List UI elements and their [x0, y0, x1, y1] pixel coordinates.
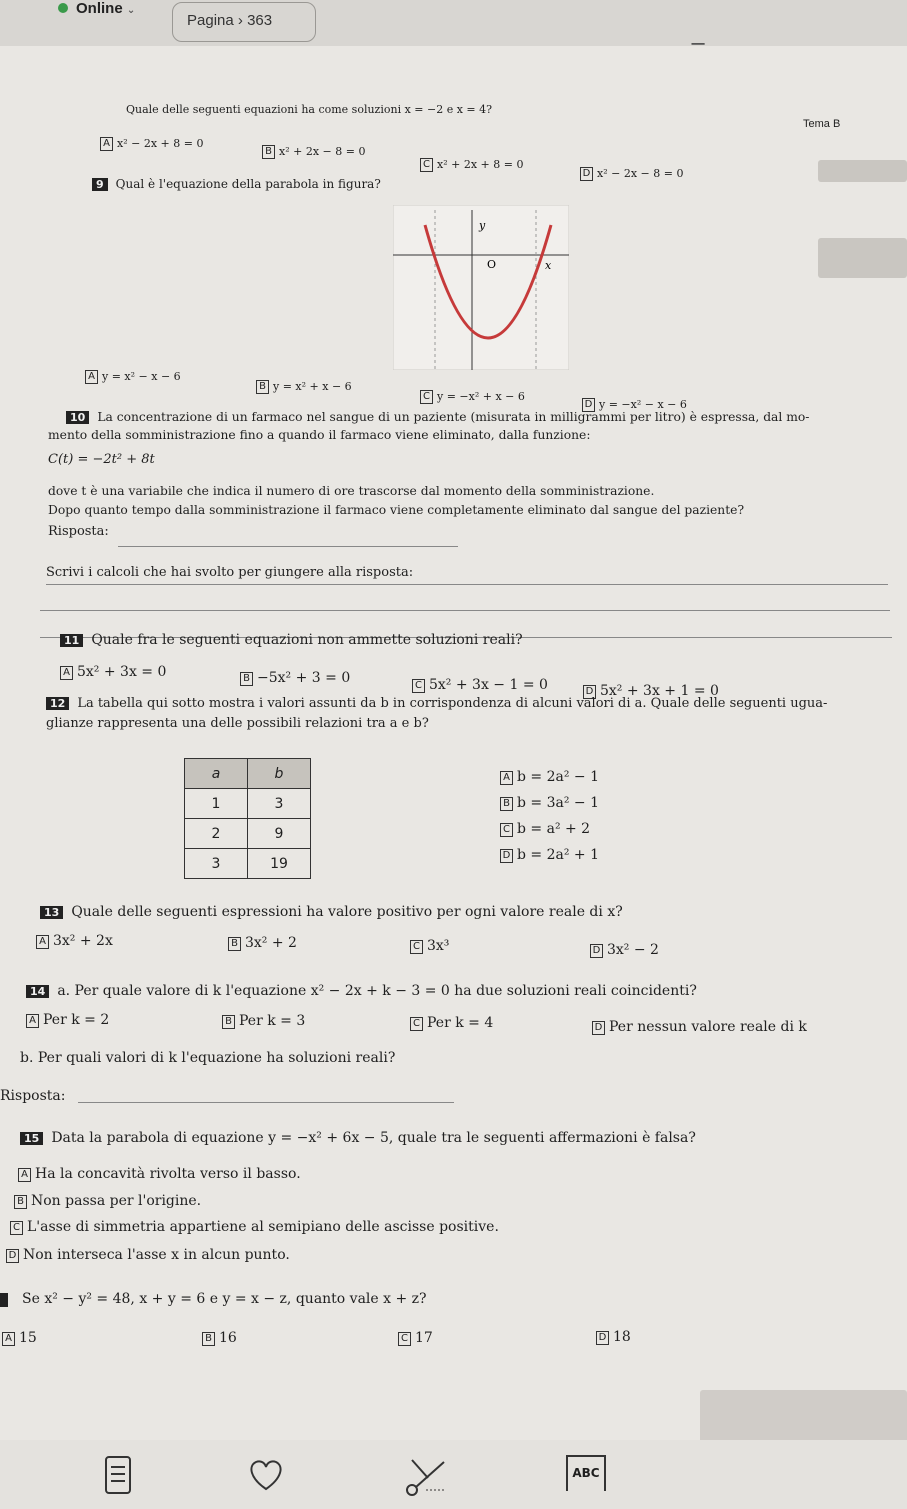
bottom-toolbar	[0, 1440, 907, 1509]
notes-icon[interactable]	[104, 1455, 134, 1499]
q10-formula: C(t) = −2t² + 8t	[48, 452, 155, 467]
q16-question: Se x² − y² = 48, x + y = 6 e y = x − z, quanto vale x + z?	[22, 1291, 427, 1307]
margin-note	[818, 238, 907, 278]
q12-table	[184, 758, 311, 879]
q16-option-c[interactable]: C 17	[398, 1330, 433, 1346]
online-status[interactable]	[76, 0, 135, 17]
q12-option-c[interactable]: C b = a² + 2	[500, 821, 590, 837]
q10-work-label: Scrivi i calcoli che hai svolto per giungere alla risposta:	[46, 565, 414, 580]
q16-option-d[interactable]: D 18	[596, 1329, 631, 1345]
table-header-row: a b	[185, 759, 311, 789]
q12-option-b[interactable]: B b = 3a² − 1	[500, 795, 599, 811]
q16-number-marker	[0, 1293, 8, 1307]
y-axis-label: y	[479, 219, 486, 232]
page-navigator[interactable]: Pagina › 363	[172, 2, 316, 42]
heart-icon[interactable]	[246, 1458, 286, 1492]
q11-option-a[interactable]: A 5x² + 3x = 0	[60, 664, 166, 680]
q9-option-b[interactable]: B y = x² + x − 6	[256, 380, 352, 394]
q14-option-b[interactable]: B Per k = 3	[222, 1013, 305, 1029]
page-label: Pagina	[187, 12, 234, 29]
q13-option-a[interactable]: A 3x² + 2x	[36, 933, 113, 949]
q10-text-1: 10 La concentrazione di un farmaco nel sangue di un paziente (misurata in milligrammi per litro) è espressa, dal mo-	[66, 410, 809, 424]
q12-option-d[interactable]: D b = 2a² + 1	[500, 847, 599, 863]
q10-work-line[interactable]	[40, 610, 890, 611]
q14-question-b: b. Per quali valori di k l'equazione ha soluzioni reali?	[20, 1050, 396, 1066]
q10-answer-line[interactable]	[118, 546, 458, 547]
table-row: 2 9	[185, 819, 311, 849]
scissors-icon[interactable]	[404, 1456, 448, 1498]
q10-answer-label: Risposta:	[48, 524, 109, 539]
q10-text-4: Dopo quanto tempo dalla somministrazione il farmaco viene completamente eliminato dal sangue del paziente?	[48, 503, 745, 517]
abc-text-icon[interactable]: ABC	[566, 1455, 606, 1491]
q13-option-b[interactable]: B 3x² + 2	[228, 935, 297, 951]
q9-option-c[interactable]: C y = −x² + x − 6	[420, 390, 525, 404]
top-toolbar	[0, 0, 907, 46]
origin-label: O	[487, 258, 497, 271]
q15-option-d[interactable]: D Non interseca l'asse x in alcun punto.	[6, 1247, 290, 1263]
q14-answer-label: Risposta:	[0, 1088, 66, 1104]
q14-option-c[interactable]: C Per k = 4	[410, 1015, 493, 1031]
parabola-graph	[393, 205, 569, 370]
table-row: 3 19	[185, 849, 311, 879]
q12-text-2: glianze rappresenta una delle possibili relazioni tra a e b?	[46, 716, 429, 731]
q12-option-a[interactable]: A b = 2a² − 1	[500, 769, 599, 785]
page-number: 363	[247, 12, 273, 29]
q16-option-b[interactable]: B 16	[202, 1330, 237, 1346]
table-row: 1 3	[185, 789, 311, 819]
chevron-down-icon: ⌄	[126, 5, 136, 16]
section-tag: Tema B	[803, 118, 841, 130]
q8-option-a[interactable]: A x² − 2x + 8 = 0	[100, 137, 203, 151]
q9-question: 9 Qual è l'equazione della parabola in figura?	[92, 177, 381, 191]
q13-question: 13 Quale delle seguenti espressioni ha valore positivo per ogni valore reale di x?	[40, 904, 623, 920]
q13-option-c[interactable]: C 3x³	[410, 938, 449, 954]
online-status-dot	[58, 3, 68, 13]
q14-answer-line[interactable]	[78, 1102, 454, 1103]
q14-option-d[interactable]: D Per nessun valore reale di k	[592, 1019, 807, 1035]
q14-option-a[interactable]: A Per k = 2	[26, 1012, 109, 1028]
q9-option-d[interactable]: D y = −x² − x − 6	[582, 398, 687, 412]
q10-text-2: mento della somministrazione fino a quando il farmaco viene eliminato, dalla funzione:	[48, 428, 591, 442]
q9-option-a[interactable]: A y = x² − x − 6	[85, 370, 181, 384]
online-label: Online	[76, 0, 123, 17]
margin-note	[818, 160, 907, 182]
q8-text: Quale delle seguenti equazioni ha come soluzioni x = −2 e x = 4?	[126, 103, 493, 116]
q16-option-a[interactable]: A 15	[2, 1330, 37, 1346]
q10-text-3: dove t è una variabile che indica il numero di ore trascorse dal momento della somministrazione.	[48, 484, 655, 498]
q15-option-a[interactable]: A Ha la concavità rivolta verso il basso.	[18, 1166, 301, 1182]
q11-question: 11 Quale fra le seguenti equazioni non ammette soluzioni reali?	[60, 632, 523, 648]
x-axis-label: x	[545, 259, 552, 272]
q13-option-d[interactable]: D 3x² − 2	[590, 942, 659, 958]
q8-option-c[interactable]: C x² + 2x + 8 = 0	[420, 158, 523, 172]
q14-question-a: 14 a. Per quale valore di k l'equazione x² − 2x + k − 3 = 0 ha due soluzioni reali coincidenti?	[26, 983, 697, 999]
q15-question: 15 Data la parabola di equazione y = −x² + 6x − 5, quale tra le seguenti affermazioni è falsa?	[20, 1130, 696, 1146]
q12-text-1: 12 La tabella qui sotto mostra i valori assunti da b in corrispondenza di alcuni valori di a. Quale delle seguenti ugua-	[46, 696, 827, 711]
q15-option-b[interactable]: B Non passa per l'origine.	[14, 1193, 201, 1209]
q11-option-d[interactable]: D 5x² + 3x + 1 = 0	[583, 683, 719, 699]
q11-option-c[interactable]: C 5x² + 3x − 1 = 0	[412, 677, 548, 693]
q8-option-b[interactable]: B x² + 2x − 8 = 0	[262, 145, 365, 159]
q11-option-b[interactable]: B −5x² + 3 = 0	[240, 670, 350, 686]
q10-work-line[interactable]	[46, 584, 888, 585]
q15-option-c[interactable]: C L'asse di simmetria appartiene al semipiano delle ascisse positive.	[10, 1219, 499, 1235]
q8-option-d[interactable]: D x² − 2x − 8 = 0	[580, 167, 683, 181]
